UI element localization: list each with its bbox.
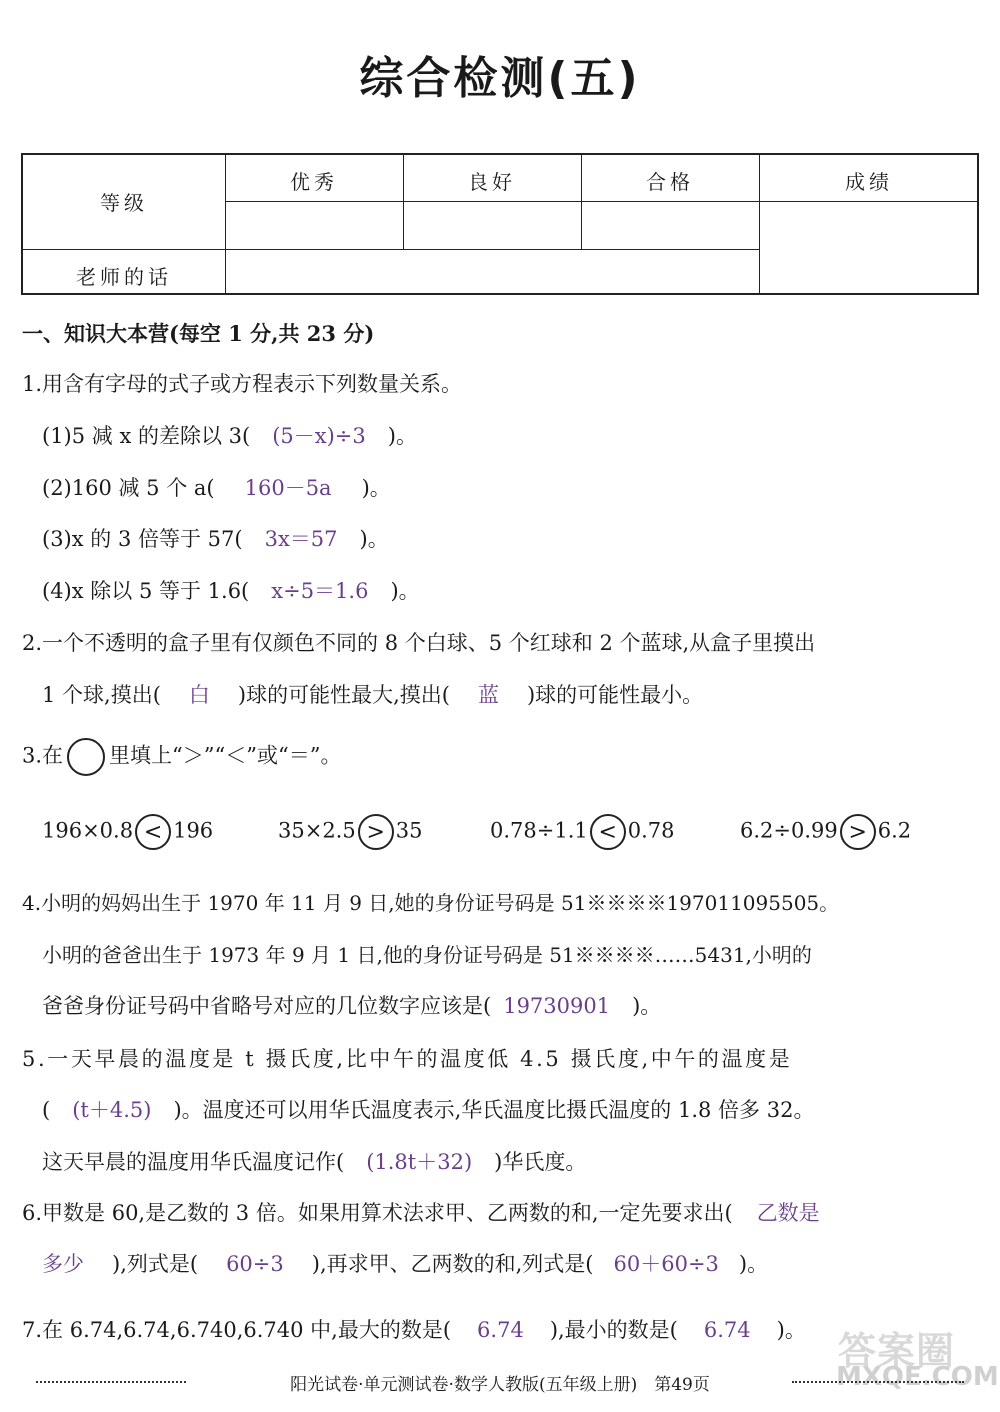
- answer: (5－x)÷3: [272, 424, 366, 448]
- q5-line2: ( (t＋4.5) )。温度还可以用华氏温度表示,华氏温度比摄氏温度的 1.8 倍多 32。: [42, 1098, 815, 1122]
- q1-stem: 1.用含有字母的式子或方程表示下列数量关系。: [22, 372, 463, 396]
- page-footer: 阳光试卷·单元测试卷·数学人教版(五年级上册) 第49页: [290, 1375, 710, 1395]
- compare-circle: >: [840, 814, 876, 850]
- q4-line2: 小明的爸爸出生于 1973 年 9 月 1 日,他的身份证号码是 51※※※※……5431,小明的: [42, 943, 812, 967]
- answer: 3x＝57: [264, 527, 338, 551]
- q1-item-2: (2)160 减 5 个 a( 160－5a )。: [42, 476, 391, 500]
- teacher-comment-label: 老师的话: [76, 265, 172, 289]
- q1-item-3: (3)x 的 3 倍等于 57( 3x＝57 )。: [42, 527, 389, 551]
- col-pass: 合格: [646, 170, 694, 194]
- answer: 6.74: [477, 1318, 524, 1342]
- q6-line2: 多少 ),列式是( 60÷3 ),再求甲、乙两数的和,列式是( 60＋60÷3 )。: [42, 1252, 769, 1276]
- answer: 6.74: [703, 1318, 751, 1342]
- watermark-logo: 答案圈: [838, 1329, 956, 1373]
- answer: 多少: [42, 1252, 84, 1276]
- q3-compare-2: 35×2.5 > 35: [278, 814, 422, 850]
- watermark-url: MXQE.COM: [836, 1362, 999, 1392]
- q2-line1: 2.一个不透明的盒子里有仅颜色不同的 8 个白球、5 个红球和 2 个蓝球,从盒子里摸出: [22, 631, 816, 655]
- empty-circle-icon: [67, 738, 105, 776]
- q4-line3: 爸爸身份证号码中省略号对应的几位数字应该是( 19730901 )。: [42, 994, 662, 1018]
- footer-divider-right: [792, 1381, 964, 1383]
- grading-table: [21, 153, 979, 295]
- answer: 蓝: [477, 683, 499, 707]
- q5-line3: 这天早晨的温度用华氏温度记作( (1.8t＋32) )华氏度。: [42, 1150, 587, 1174]
- q5-line1: 5.一天早晨的温度是 t 摄氏度,比中午的温度低 4.5 摄氏度,中午的温度是: [22, 1047, 793, 1071]
- col-good: 良好: [468, 170, 516, 194]
- page-title: 综合检测(五): [359, 53, 641, 104]
- answer: 60÷3: [226, 1252, 284, 1276]
- answer: x÷5＝1.6: [271, 579, 369, 603]
- answer: 160－5a: [244, 476, 332, 500]
- compare-circle: <: [590, 814, 626, 850]
- answer: (t＋4.5): [72, 1098, 152, 1122]
- compare-circle: >: [358, 814, 394, 850]
- col-excellent: 优秀: [290, 170, 338, 194]
- q3-compare-1: 196×0.8 < 196: [42, 814, 213, 850]
- q3-compare-4: 6.2÷0.99 > 6.2: [740, 814, 911, 850]
- q3-stem: 3.在 里填上“＞”“＜”或“＝”。: [22, 738, 341, 776]
- compare-circle: <: [135, 814, 171, 850]
- answer: 乙数是: [756, 1201, 820, 1225]
- grade-label: 等级: [100, 191, 148, 215]
- q6-line1: 6.甲数是 60,是乙数的 3 倍。如果用算术法求甲、乙两数的和,一定先要求出( 乙数是: [22, 1201, 820, 1225]
- q7-line: 7.在 6.74,6.74,6.740,6.740 中,最大的数是( 6.74 ),最小的数是( 6.74 )。: [22, 1318, 806, 1342]
- section-heading: 一、知识大本营(每空 1 分,共 23 分): [22, 321, 375, 346]
- q1-item-4: (4)x 除以 5 等于 1.6( x÷5＝1.6 )。: [42, 579, 420, 603]
- q1-item-1: (1)5 减 x 的差除以 3( (5－x)÷3 )。: [42, 424, 417, 448]
- col-score: 成绩: [845, 170, 893, 194]
- answer: (1.8t＋32): [366, 1150, 473, 1174]
- q2-line2: 1 个球,摸出( 白 )球的可能性最大,摸出( 蓝 )球的可能性最小。: [42, 683, 704, 707]
- q4-line1: 4.小明的妈妈出生于 1970 年 11 月 9 日,她的身份证号码是 51※※※※197011095505。: [22, 891, 840, 915]
- answer: 白: [188, 683, 210, 707]
- answer: 19730901: [503, 994, 611, 1018]
- answer: 60＋60÷3: [613, 1252, 719, 1276]
- q3-compare-3: 0.78÷1.1 < 0.78: [490, 814, 675, 850]
